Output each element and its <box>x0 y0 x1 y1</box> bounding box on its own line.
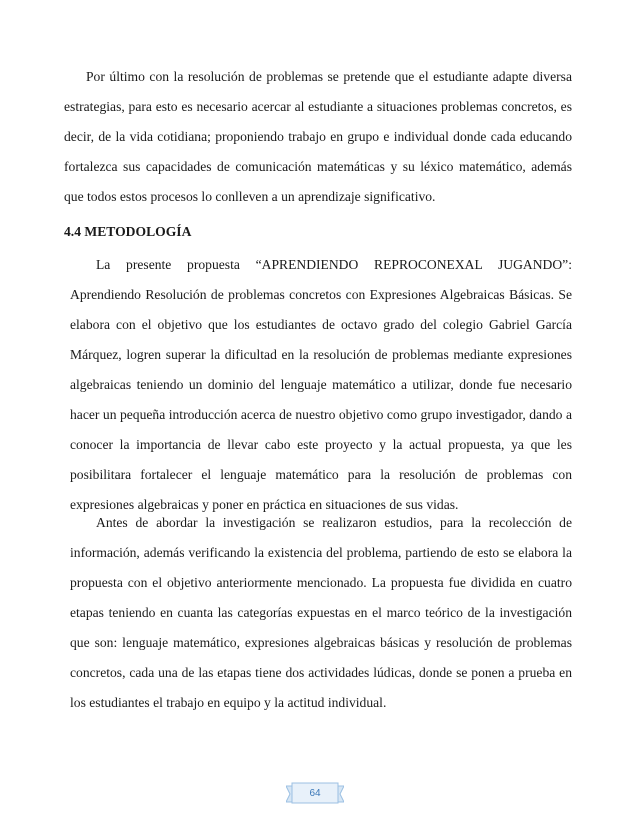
page-number-badge <box>286 782 344 806</box>
section-heading: 4.4 METODOLOGÍA <box>64 224 192 239</box>
paragraph-problem-solving: Por último con la resolución de problemas se pretende que el estudiante adapte diversa estrategias, para esto es necesario acercar al estudiante a situaciones problemas concretos, es decir, de la vida cotidiana; proponiendo trabajo en grupo e individual donde cada educando fortalezca sus capacidades de comunicación matemáticas y su léxico matemático, además que todos estos procesos lo conlleven a un aprendizaje significativo. <box>64 69 572 204</box>
page-number: 64 <box>309 788 321 799</box>
paragraph-investigation: Antes de abordar la investigación se realizaron estudios, para la recolección de información, además verificando la existencia del problema, partiendo de esto se elabora la propuesta con el objetivo anteriormente mencionado. La propuesta fue dividida en cuatro etapas teniendo en cuanta las categorías expuestas en el marco teórico de la investigación que son: lenguaje matemático, expresiones algebraicas básicas y resolución de problemas concretos, cada una de las etapas tiene dos actividades lúdicas, donde se ponen a prueba en los estudiantes el trabajo en equipo y la actitud individual. <box>70 515 572 710</box>
paragraph-proposal: La presente propuesta “APRENDIENDO REPROCONEXAL JUGANDO”: Aprendiendo Resolución de problemas concretos con Expresiones Algebraicas Básicas. Se elabora con el objetivo que los estudiantes de octavo grado del colegio Gabriel García Márquez, logren superar la dificultad en la resolución de problemas mediante expresiones algebraicas teniendo un dominio del lenguaje matemático a utilizar, donde fue necesario hacer un pequeña introducción acerca de nuestro objetivo como grupo investigador, dando a conocer la importancia de llevar cabo este proyecto y la actual propuesta, ya que les posibilitara fortalecer el lenguaje matemático para la resolución de problemas con expresiones algebraicas y poner en práctica en situaciones de sus vidas. <box>70 257 572 512</box>
